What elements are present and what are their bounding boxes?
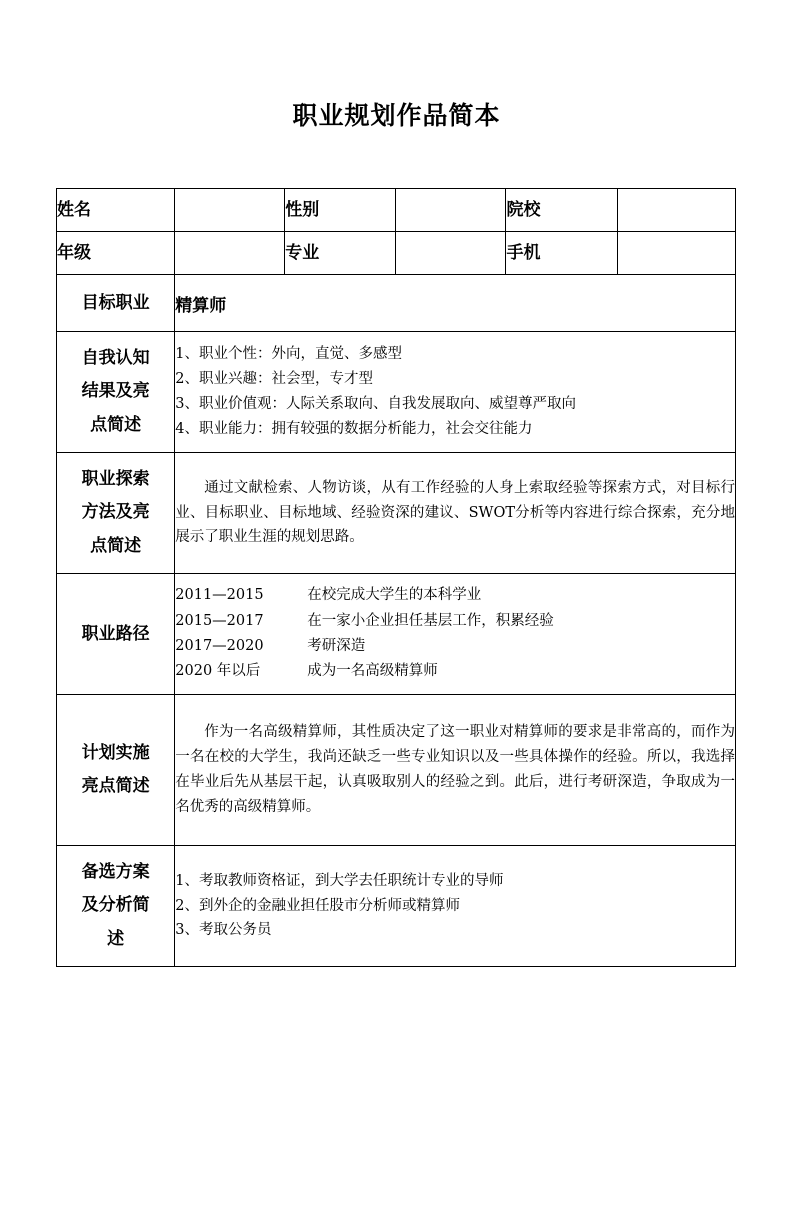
text-line: 3、职业价值观：人际关系取向、自我发展取向、威望尊严取向 — [175, 396, 577, 412]
label-line: 职业探索 — [81, 469, 150, 490]
field-career-exploration-value[interactable]: 通过文献检索、人物访谈，从有工作经验的人身上索取经验等探索方式，对目标行业、目标职业、目标地域、经验资深的建议、SWOT分析等内容进行综合探索，充分地展示了职业生涯的规划思路。 — [175, 453, 736, 574]
list-item — [175, 659, 735, 684]
career-plan-table — [56, 188, 736, 967]
path-desc: 在一家小企业担任基层工作，积累经验 — [307, 612, 554, 629]
path-year: 2017—2020 — [175, 638, 264, 654]
text-line: 1、考取教师资格证，到大学去任职统计专业的导师 — [175, 872, 504, 889]
label-name: 姓名 — [57, 189, 175, 232]
list-item — [175, 583, 735, 608]
label-target-job: 目标职业 — [57, 275, 175, 332]
label-implementation-plan — [57, 695, 175, 846]
table-row-alternative-plan — [57, 846, 736, 967]
text-line: 2、到外企的金融业担任股市分析师或精算师 — [175, 897, 461, 914]
label-line: 自我认知 — [81, 348, 150, 369]
label-line: 亮点简述 — [81, 776, 150, 796]
field-career-path-value[interactable] — [175, 574, 736, 695]
label-phone: 手机 — [506, 232, 617, 275]
path-desc: 在校完成大学生的本科学业 — [307, 587, 482, 604]
label-line: 计划实施 — [81, 742, 150, 763]
path-desc: 考研深造 — [307, 638, 366, 654]
label-career-exploration — [57, 453, 175, 574]
label-line: 及分析简 — [81, 895, 150, 916]
path-year: 2020 年以后 — [175, 663, 261, 680]
field-school-value[interactable] — [617, 189, 735, 232]
table-row-career-exploration — [57, 453, 736, 574]
label-self-cognition — [57, 332, 175, 453]
path-year: 2015—2017 — [175, 612, 264, 629]
text-line: 1、职业个性：外向，直觉、多感型 — [175, 346, 403, 363]
field-implementation-plan-value[interactable]: 作为一名高级精算师，其性质决定了这一职业对精算师的要求是非常高的，而作为一名在校的大学生，我尚还缺乏一些专业知识以及一些具体操作的经验。所以，我选择在毕业后先从基层干起，认真吸取别人的经验之到。此后，进行考研深造，争取成为一名优秀的高级精算师。 — [175, 695, 736, 846]
label-line: 点简述 — [90, 414, 142, 435]
text-line: 2、职业兴趣：社会型，专才型 — [175, 371, 374, 388]
text-line: 3、考取公务员 — [175, 922, 272, 939]
list-item — [175, 634, 735, 659]
table-row-career-path — [57, 574, 736, 695]
table-row-target-job — [57, 275, 736, 332]
label-line: 点简述 — [90, 535, 142, 556]
path-year: 2011—2015 — [175, 587, 264, 604]
label-major: 专业 — [285, 232, 396, 275]
table-row-self-cognition — [57, 332, 736, 453]
label-grade: 年级 — [57, 232, 175, 275]
label-line: 方法及亮 — [81, 502, 150, 523]
field-alternative-plan-value[interactable] — [175, 846, 736, 967]
field-major-value[interactable] — [396, 232, 506, 275]
label-line: 述 — [107, 928, 125, 949]
field-grade-value[interactable] — [175, 232, 285, 275]
label-school: 院校 — [506, 189, 617, 232]
field-name-value[interactable] — [175, 189, 285, 232]
label-line: 结果及亮 — [81, 381, 150, 402]
field-phone-value[interactable] — [617, 232, 735, 275]
page-title: 职业规划作品简本 — [292, 101, 501, 130]
text-line: 4、职业能力：拥有较强的数据分析能力，社会交往能力 — [175, 420, 533, 437]
field-gender-value[interactable] — [396, 189, 506, 232]
table-row-basic-2 — [57, 232, 736, 275]
table-row-implementation-plan — [57, 695, 736, 846]
label-line: 备选方案 — [81, 862, 150, 883]
label-career-path: 职业路径 — [57, 574, 175, 695]
list-item — [175, 609, 735, 634]
field-self-cognition-value[interactable] — [175, 332, 736, 453]
label-gender: 性别 — [285, 189, 396, 232]
document-page — [0, 96, 793, 1218]
field-target-job-value[interactable]: 精算师 — [175, 275, 736, 332]
table-row-basic-1 — [57, 189, 736, 232]
path-desc: 成为一名高级精算师 — [307, 663, 438, 680]
label-alternative-plan — [57, 846, 175, 967]
